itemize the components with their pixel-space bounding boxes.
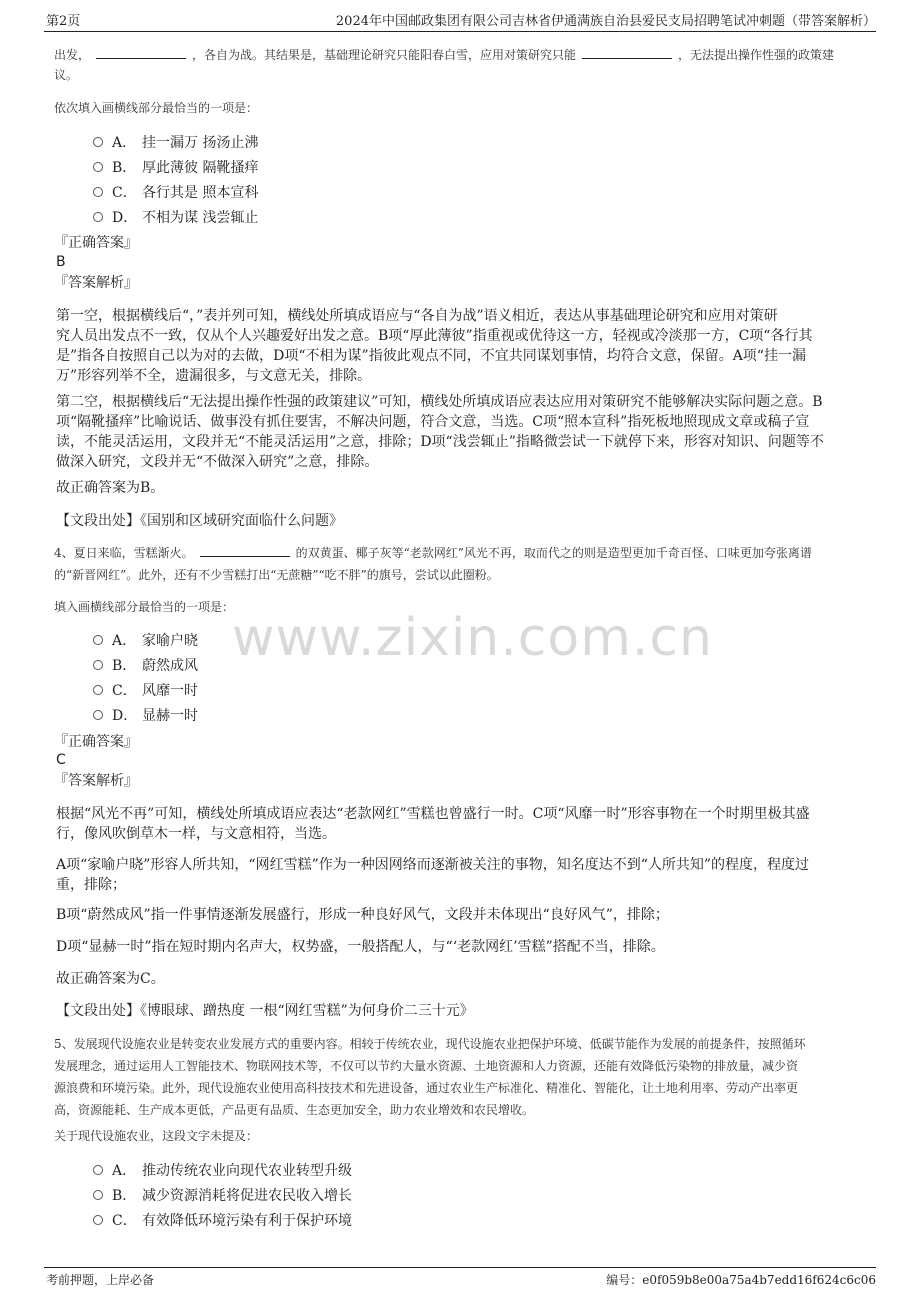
document-id: 编号：e0f059b8e00a75a4b7edd16f624c6c06 bbox=[606, 1273, 876, 1287]
q5-option-c[interactable]: C． 有效降低环境污染有利于保护环境 bbox=[93, 1211, 352, 1231]
q4-analysis-label: 『答案解析』 bbox=[54, 773, 138, 789]
q3-prompt: 依次填入画横线部分最恰当的一项是： bbox=[54, 101, 259, 115]
q4-analysis-paragraph-4: D项“显赫一时”指在短时期内名声大，权势盛，一般搭配人，与“‘老款网红’雪糕”搭配不当，排除。 bbox=[56, 939, 665, 955]
q3-analysis-label: 『答案解析』 bbox=[54, 275, 138, 291]
watermark: www.zixin.com.cn bbox=[232, 608, 713, 668]
q3-analysis-paragraph-2: 第二空，根据横线后“无法提出操作性强的政策建议”可知，横线处所填成语应表达应用对策研究不能够解决实际问题之意。B 项“隔靴搔痒”比喻说话、做事没有抓住要害，不解决问题，符合文意，当选。C项“照本宣科”指死板地照现成文章或稿子宣 读，不能灵活运用，文段并无“不能灵活运用”之意，排除；D项“浅尝辄止”指略微尝试一下就停下来，形容对知识、问题等不 做深入研究，文段并无“不做深入研究”之意，排除。 bbox=[56, 394, 824, 470]
q4-stem-line1: 4、夏日来临，雪糕渐火。 的双黄蛋、椰子灰等“老款网红”风光不再，取而代之的则是造型更加千奇百怪、口味更加夸张离谱 bbox=[54, 546, 812, 560]
radio-icon[interactable] bbox=[93, 1190, 103, 1200]
q4-option-b[interactable]: B． 蔚然成风 bbox=[93, 656, 198, 676]
q4-analysis-paragraph-3: B项“蔚然成风”指一件事情逐渐发展盛行，形成一种良好风气，文段并未体现出“良好风气”，排除； bbox=[56, 907, 669, 923]
q3-option-b[interactable]: B． 厚此薄彼 隔靴搔痒 bbox=[93, 158, 258, 178]
q3-source: 【文段出处】《国别和区域研究面临什么问题》 bbox=[56, 513, 343, 529]
radio-icon[interactable] bbox=[93, 212, 103, 222]
q3-analysis-paragraph-1: 第一空，根据横线后“，”表并列可知，横线处所填成语应与“各自为战”语义相近，表达从事基础理论研究和应用对策研 究人员出发点不一致，仅从个人兴趣爱好出发之意。B项“厚此薄彼”指重视或优待这一方，轻视或冷淡那一方，C项“各行其 是”指各自按照自己以为对的去做，D项“不相为谋”指彼此观点不同，不宜共同谋划事情，均符合文意，保留。A项“挂一漏 万”形容列举不全，遗漏很多，与文意无关，排除。 bbox=[56, 308, 813, 384]
q4-answer-label: 『正确答案』 bbox=[54, 734, 138, 750]
answer-blank bbox=[200, 544, 290, 557]
q4-analysis-paragraph-2: A项“家喻户晓”形容人所共知，“网红雪糕”作为一种因网络而逐渐被关注的事物，知名度达不到“人所共知”的程度，程度过 重，排除； bbox=[56, 857, 810, 893]
footer-slogan: 考前押题，上岸必备 bbox=[46, 1273, 155, 1287]
radio-icon[interactable] bbox=[93, 187, 103, 197]
q3-conclusion: 故正确答案为B。 bbox=[56, 480, 165, 496]
radio-icon[interactable] bbox=[93, 660, 103, 670]
q5-prompt: 关于现代设施农业，这段文字未提及： bbox=[54, 1129, 259, 1143]
q3-option-d[interactable]: D． 不相为谋 浅尝辄止 bbox=[93, 208, 258, 228]
document-title: 2024年中国邮政集团有限公司吉林省伊通满族自治县爱民支局招聘笔试冲刺题（带答案解析） bbox=[335, 14, 876, 29]
q3-stem-line1: 出发， ，各自为战。其结果是，基础理论研究只能阳春白雪，应用对策研究只能 ，无法提出操作性强的政策建 bbox=[54, 48, 835, 62]
q5-option-a[interactable]: A． 推动传统农业向现代农业转型升级 bbox=[93, 1161, 352, 1181]
answer-blank bbox=[96, 46, 186, 59]
answer-blank bbox=[582, 46, 672, 59]
q5-stem: 5、发展现代设施农业是转变农业发展方式的重要内容。相较于传统农业，现代设施农业把保护环境、低碳节能作为发展的前提条件，按照循环 发展理念，通过运用人工智能技术、物联网技术等，不仅可以节约大量水资源、土地资源和人力资源，还能有效降低污染物的排放量，减少资 源浪费和环境污染。此外，现代设施农业使用高科技技术和先进设备，通过农业生产标准化、精准化、智能化，让土地利用率、劳动产出率更 高，资源能耗、生产成本更低，产品更有品质、生态更加安全，助力农业增效和农民增收。 bbox=[54, 1037, 806, 1117]
footer-divider bbox=[44, 1267, 876, 1268]
q3-option-a[interactable]: A． 挂一漏万 扬汤止沸 bbox=[93, 133, 258, 153]
radio-icon[interactable] bbox=[93, 685, 103, 695]
q4-prompt: 填入画横线部分最恰当的一项是： bbox=[54, 600, 235, 614]
q4-stem-line2: 的“新晋网红”。此外，还有不少雪糕打出“无蔗糖”“吃不胖”的旗号，尝试以此圈粉。 bbox=[54, 568, 499, 582]
radio-icon[interactable] bbox=[93, 710, 103, 720]
radio-icon[interactable] bbox=[93, 162, 103, 172]
radio-icon[interactable] bbox=[93, 137, 103, 147]
q3-stem-line2: 议。 bbox=[54, 68, 79, 82]
q4-answer: C bbox=[56, 752, 66, 768]
q4-analysis-paragraph-1: 根据“风光不再”可知，横线处所填成语应表达“老款网红”雪糕也曾盛行一时。C项“风靡一时”形容事物在一个时期里极其盛 行，像风吹倒草木一样，与文意相符，当选。 bbox=[56, 806, 810, 842]
radio-icon[interactable] bbox=[93, 635, 103, 645]
q4-conclusion: 故正确答案为C。 bbox=[56, 971, 165, 987]
radio-icon[interactable] bbox=[93, 1165, 103, 1175]
q4-option-d[interactable]: D． 显赫一时 bbox=[93, 706, 198, 726]
q5-option-b[interactable]: B． 减少资源消耗将促进农民收入增长 bbox=[93, 1186, 352, 1206]
q3-answer: B bbox=[56, 254, 66, 270]
q3-answer-label: 『正确答案』 bbox=[54, 235, 138, 251]
page-number: 第2页 bbox=[46, 14, 81, 29]
q4-option-c[interactable]: C． 风靡一时 bbox=[93, 681, 198, 701]
q4-option-a[interactable]: A． 家喻户晓 bbox=[93, 631, 198, 651]
q4-source: 【文段出处】《博眼球、蹭热度 一根“网红雪糕”为何身价二三十元》 bbox=[56, 1003, 474, 1019]
q3-option-c[interactable]: C． 各行其是 照本宣科 bbox=[93, 183, 258, 203]
header-divider bbox=[44, 31, 876, 32]
radio-icon[interactable] bbox=[93, 1215, 103, 1225]
